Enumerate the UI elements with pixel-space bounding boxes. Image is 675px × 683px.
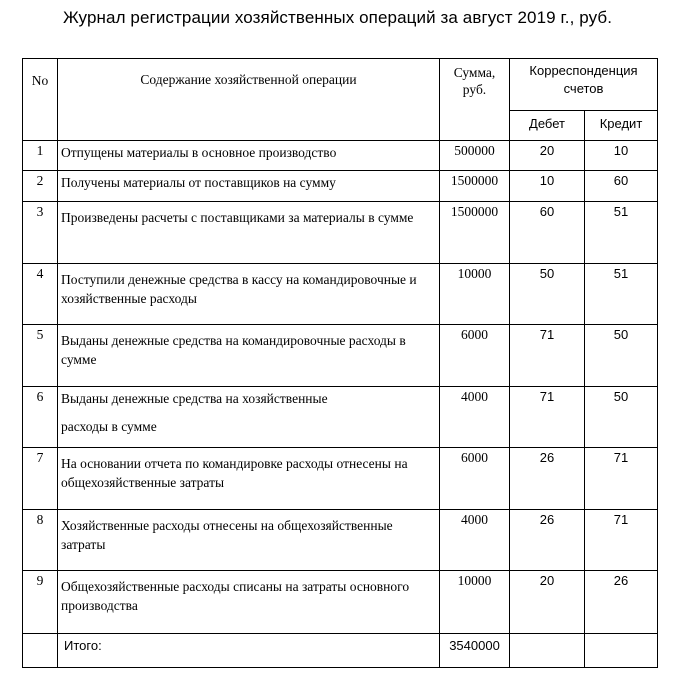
row-sum: 4000 [440, 387, 510, 448]
table-row [23, 325, 658, 387]
row-description: Поступили денежные средства в кассу на командировочные и хозяйственные расходы [58, 264, 440, 325]
row-sum: 10000 [440, 264, 510, 325]
row-number: 7 [23, 448, 58, 510]
table-row [23, 141, 658, 171]
column-header-correspondence-line1: Корреспонденция [529, 63, 638, 78]
row-number: 4 [23, 264, 58, 325]
total-row [23, 634, 658, 668]
total-empty-cell [585, 634, 658, 668]
row-debit: 50 [510, 264, 585, 325]
row-credit: 71 [585, 448, 658, 510]
row-number: 2 [23, 171, 58, 202]
row-debit: 20 [510, 141, 585, 171]
table-row [23, 202, 658, 264]
table-row [23, 571, 658, 634]
row-credit: 50 [585, 325, 658, 387]
row-credit: 51 [585, 202, 658, 264]
total-label: Итого: [58, 634, 440, 668]
column-header-sum [440, 59, 510, 141]
row-description: На основании отчета по командировке расходы отнесены на общехозяйственные затраты [58, 448, 440, 510]
row-description: Получены материалы от поставщиков на сумму [58, 171, 440, 202]
table-row [23, 448, 658, 510]
row-debit: 71 [510, 387, 585, 448]
row-number: 9 [23, 571, 58, 634]
table-row [23, 510, 658, 571]
row-description: Отпущены материалы в основное производство [58, 141, 440, 171]
row-credit: 71 [585, 510, 658, 571]
row-description: Выданы денежные средства на командировочные расходы в сумме [58, 325, 440, 387]
column-header-sum-line1: Сумма, [453, 65, 496, 80]
column-header-description: Содержание хозяйственной операции [58, 59, 440, 141]
row-debit: 26 [510, 448, 585, 510]
operations-journal-table [22, 58, 658, 668]
row-credit: 26 [585, 571, 658, 634]
row-description [58, 387, 440, 448]
row-description: Произведены расчеты с поставщиками за материалы в сумме [58, 202, 440, 264]
row-number: 3 [23, 202, 58, 264]
row-sum: 10000 [440, 571, 510, 634]
column-header-correspondence-line2: счетов [563, 81, 604, 96]
row-number: 1 [23, 141, 58, 171]
row-sum: 1500000 [440, 202, 510, 264]
table-row [23, 387, 658, 448]
row-number: 8 [23, 510, 58, 571]
row-sum: 500000 [440, 141, 510, 171]
row-description: Общехозяйственные расходы списаны на затраты основного производства [58, 571, 440, 634]
row-debit: 60 [510, 202, 585, 264]
total-sum: 3540000 [440, 634, 510, 668]
table-row [23, 171, 658, 202]
column-header-sum-line2: руб. [462, 82, 487, 97]
column-header-credit: Кредит [585, 111, 658, 141]
row-description: Хозяйственные расходы отнесены на общехозяйственные затраты [58, 510, 440, 571]
column-header-correspondence [510, 59, 658, 111]
row-description-line2: расходы в сумме [61, 419, 157, 434]
row-debit: 20 [510, 571, 585, 634]
row-number: 6 [23, 387, 58, 448]
row-sum: 1500000 [440, 171, 510, 202]
row-credit: 10 [585, 141, 658, 171]
row-credit: 51 [585, 264, 658, 325]
total-empty-cell [23, 634, 58, 668]
row-credit: 60 [585, 171, 658, 202]
total-empty-cell [510, 634, 585, 668]
row-sum: 6000 [440, 448, 510, 510]
column-header-no: No [23, 59, 58, 141]
column-header-debit: Дебет [510, 111, 585, 141]
header-row-1 [23, 59, 658, 111]
row-debit: 71 [510, 325, 585, 387]
table-row [23, 264, 658, 325]
row-number: 5 [23, 325, 58, 387]
row-sum: 6000 [440, 325, 510, 387]
row-debit: 26 [510, 510, 585, 571]
row-sum: 4000 [440, 510, 510, 571]
row-credit: 50 [585, 387, 658, 448]
page-title: Журнал регистрации хозяйственных операций за август 2019 г., руб. [62, 8, 613, 27]
row-debit: 10 [510, 171, 585, 202]
row-description-line1: Выданы денежные средства на хозяйственные [61, 391, 328, 406]
